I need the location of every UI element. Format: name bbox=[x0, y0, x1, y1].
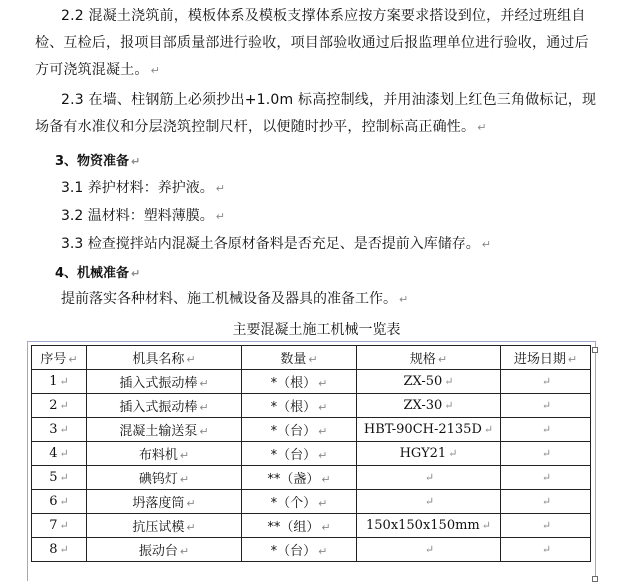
cell-number: 1 ↵ bbox=[32, 370, 87, 394]
cell-quantity: *（台） ↵ bbox=[242, 418, 357, 442]
paragraph-text: 提前落实各种材料、施工机械设备及器具的准备工作。 bbox=[61, 291, 397, 307]
cell-number: 6 ↵ bbox=[32, 490, 87, 514]
paragraph-mark-icon: ↵ bbox=[481, 238, 491, 251]
cell-name: 抗压试模 ↵ bbox=[87, 514, 242, 538]
cell-quantity: *（台） ↵ bbox=[242, 442, 357, 466]
cell-date: ↵ bbox=[501, 514, 591, 538]
paragraph-mark-icon: ↵ bbox=[399, 293, 409, 306]
cell-quantity: *（台） ↵ bbox=[242, 538, 357, 562]
table-header-row bbox=[32, 346, 591, 370]
table-row bbox=[32, 418, 591, 442]
cell-date: ↵ bbox=[501, 466, 591, 490]
cell-number: 7 ↵ bbox=[32, 514, 87, 538]
cell-number: 8 ↵ bbox=[32, 538, 87, 562]
cell-quantity: *（个） ↵ bbox=[242, 490, 357, 514]
cell-date: ↵ bbox=[501, 418, 591, 442]
cell-name: 坍落度筒 ↵ bbox=[87, 490, 242, 514]
header-cell-date: 进场日期 ↵ bbox=[501, 346, 591, 370]
cell-name: 混凝土输送泵 ↵ bbox=[87, 418, 242, 442]
paragraph-line bbox=[0, 58, 633, 85]
cell-number: 3 ↵ bbox=[32, 418, 87, 442]
cell-quantity: **（盏） ↵ bbox=[242, 466, 357, 490]
cell-name: 振动台 ↵ bbox=[87, 538, 242, 562]
cell-name: 插入式振动棒 ↵ bbox=[87, 394, 242, 418]
header-cell-number: 序号 ↵ bbox=[32, 346, 87, 370]
list-item bbox=[61, 205, 225, 225]
paragraph-2-2 bbox=[0, 4, 633, 85]
list-item bbox=[61, 233, 491, 253]
cell-quantity: *（根） ↵ bbox=[242, 394, 357, 418]
paragraph-text: 场备有水准仪和分层浇筑控制尺杆，以便随时抄平，控制标高正确性。 bbox=[35, 119, 476, 135]
paragraph-mark-icon: ↵ bbox=[150, 64, 161, 77]
table-row bbox=[32, 538, 591, 562]
paragraph-2-3 bbox=[0, 88, 633, 142]
cell-date: ↵ bbox=[501, 538, 591, 562]
cell-spec: HBT-90CH-2135D ↵ bbox=[357, 418, 501, 442]
cell-date: ↵ bbox=[501, 394, 591, 418]
cell-name: 插入式振动棒 ↵ bbox=[87, 370, 242, 394]
cell-date: ↵ bbox=[501, 442, 591, 466]
paragraph-line bbox=[0, 115, 633, 142]
header-cell-spec: 规格 ↵ bbox=[357, 346, 501, 370]
cell-quantity: **（组） ↵ bbox=[242, 514, 357, 538]
paragraph-mark-icon: ↵ bbox=[215, 210, 225, 223]
paragraph-mark-icon: ↵ bbox=[131, 155, 141, 168]
cell-spec: ↵ bbox=[357, 490, 501, 514]
table-row bbox=[32, 442, 591, 466]
heading-text: 3、物资准备 bbox=[55, 154, 130, 169]
item-text: 3.2 温材料：塑料薄膜。 bbox=[61, 208, 214, 224]
cell-name: 碘钨灯 ↵ bbox=[87, 466, 242, 490]
cell-spec: 150x150x150mm ↵ bbox=[357, 514, 501, 538]
paragraph-mark-icon: ↵ bbox=[131, 267, 141, 280]
item-text: 3.3 检查搅拌站内混凝土各原材备料是否充足、是否提前入库储存。 bbox=[61, 236, 480, 252]
paragraph-machinery bbox=[61, 288, 408, 308]
cell-name: 布料机 ↵ bbox=[87, 442, 242, 466]
cell-spec: ↵ bbox=[357, 466, 501, 490]
header-cell-name: 机具名称 ↵ bbox=[87, 346, 242, 370]
heading-text: 4、机械准备 bbox=[55, 266, 130, 281]
table-caption: 主要混凝土施工机械一览表 bbox=[232, 322, 401, 338]
table-row bbox=[32, 394, 591, 418]
cell-spec: ZX-30 ↵ bbox=[357, 394, 501, 418]
paragraph-line: 检、互检后，报项目部质量部进行验收，项目部验收通过后报监理单位进行验收，通过后 bbox=[35, 35, 589, 51]
cell-spec: ZX-50 ↵ bbox=[357, 370, 501, 394]
table-row bbox=[32, 514, 591, 538]
cell-number: 5 ↵ bbox=[32, 466, 87, 490]
table-row bbox=[32, 490, 591, 514]
table-row bbox=[32, 370, 591, 394]
row-end-marker-icon bbox=[592, 347, 598, 353]
paragraph-line: 2.2 混凝土浇筑前，模板体系及模板支撑体系应按方案要求搭设到位，并经过班组自 bbox=[61, 8, 586, 24]
paragraph-mark-icon: ↵ bbox=[477, 121, 487, 134]
paragraph-line: 2.3 在墙、柱钢筋上必须抄出+1.0m 标高控制线，并用油漆划上红色三角做标记，现 bbox=[61, 92, 597, 108]
header-cell-quantity: 数量 ↵ bbox=[242, 346, 357, 370]
item-text: 3.1 养护材料：养护液。 bbox=[61, 180, 214, 196]
cell-date: ↵ bbox=[501, 490, 591, 514]
row-end-marker-icon bbox=[592, 576, 598, 582]
cell-date: ↵ bbox=[501, 370, 591, 394]
cell-spec: ↵ bbox=[357, 538, 501, 562]
cell-spec: HGY21 ↵ bbox=[357, 442, 501, 466]
section-heading-materials bbox=[55, 150, 140, 169]
cell-number: 4 ↵ bbox=[32, 442, 87, 466]
cell-number: 2 ↵ bbox=[32, 394, 87, 418]
table-row bbox=[32, 466, 591, 490]
paragraph-text: 方可浇筑混凝土。 bbox=[35, 62, 149, 78]
cell-quantity: *（根） ↵ bbox=[242, 370, 357, 394]
list-item bbox=[61, 177, 225, 197]
section-heading-machinery bbox=[55, 262, 140, 281]
equipment-table bbox=[31, 345, 591, 562]
paragraph-mark-icon: ↵ bbox=[215, 182, 225, 195]
equipment-table-wrapper bbox=[31, 345, 591, 562]
